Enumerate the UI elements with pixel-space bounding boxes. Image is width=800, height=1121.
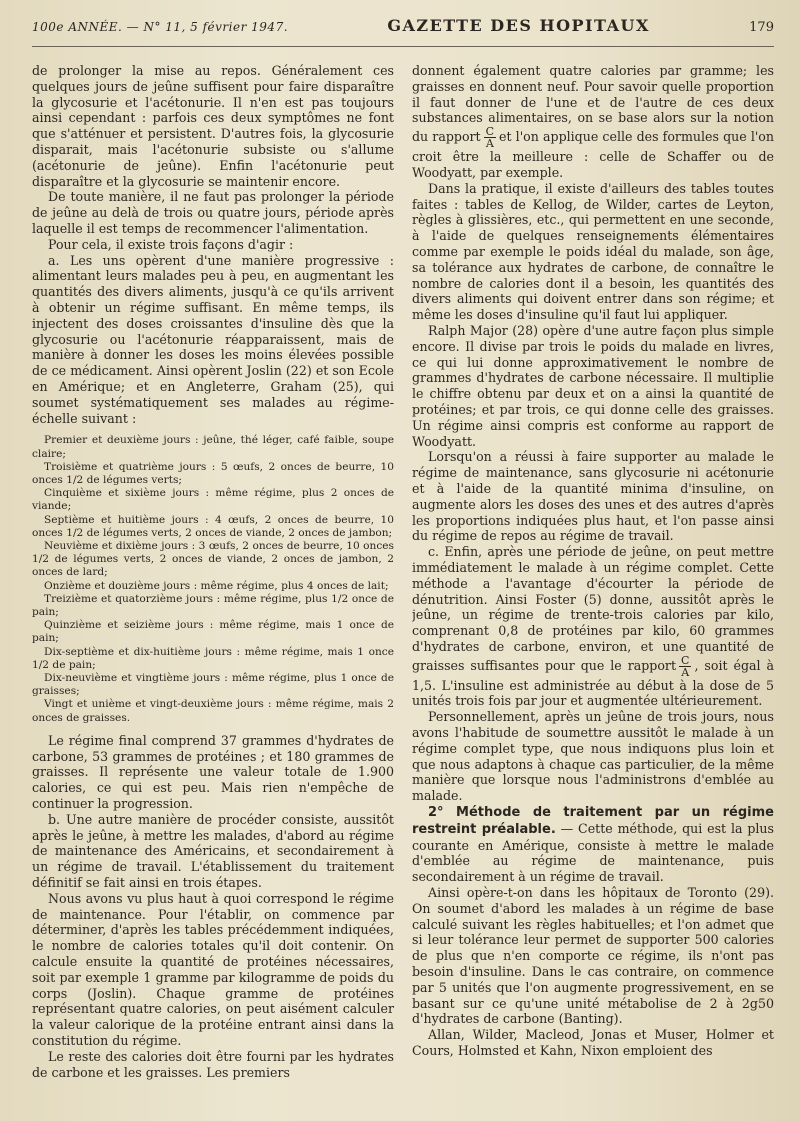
diet-item: Neuvième et dixième jours : 3 œufs, 2 onces de beurre, 10 onces 1/2 de légumes verts, 2 onces de viande, 2 onces de jambon, 2 onces de lard; <box>32 539 394 579</box>
diet-item: Vingt et unième et vingt-deuxième jours : même régime, mais 2 onces de graisses. <box>32 698 394 724</box>
section-heading-paragraph <box>412 804 774 885</box>
text-span: c. Enfin, après une période de jeûne, on peut mettre immédiatement le malade à un régime complet. Cette méthode a l'avantage d'écourter la période de dénutrition. Ainsi Foster (5) donne, aussitôt après le jeûne, un régime de trente-trois calories par kilo, comprenant 0,8 de protéines par kilo, 60 grammes d'hydrates de carbone, environ, et une quantité de graisses suffisantes pour que le rapport <box>412 544 774 673</box>
paragraph: b. Une autre manière de procéder consiste, aussitôt après le jeûne, à mettre les malades, d'abord au régime de maintenance des Américains, et secondairement à un régime de travail. L'établissement du traitement définitif se fait ainsi en trois étapes. <box>32 811 394 890</box>
fraction-numerator: C <box>485 125 495 139</box>
page-header <box>32 16 774 47</box>
section-title: 2° Méthode de traitement par un régime restreint préalable. <box>412 805 774 837</box>
diet-item: Onzième et douzième jours : même régime, plus 4 onces de lait; <box>44 579 389 592</box>
issue-info: 100e ANNÉE. — N° 11, 5 février 1947. <box>32 20 289 34</box>
paragraph: Le reste des calories doit être fourni par les hydrates de carbone et les graisses. Les premiers <box>32 1048 394 1080</box>
diet-item: Dix-septième et dix-huitième jours : même régime, mais 1 once 1/2 de pain; <box>32 645 394 671</box>
paragraph: Nous avons vu plus haut à quoi correspond le régime de maintenance. Pour l'établir, on commence par déterminer, d'après les tables précédemment indiquées, le nombre de calories totales qu'il doit contenir. On calcule ensuite la quantité de protéines nécessaires, soit par exemple 1 gramme par kilogramme de poids du corps (Joslin). Chaque gramme de protéines représentant quatre calories, on peut aisément calculer la valeur calorique de la protéine entrant ainsi dans la constitution du régime. <box>32 890 394 1048</box>
fraction-denominator: A <box>681 665 690 679</box>
diet-item: Treizième et quatorzième jours : même régime, plus 1/2 once de pain; <box>32 592 394 618</box>
text-span: donnent également quatre calories par gramme; les graisses en donnent neuf. Pour savoir quelle proportion il faut donner de l'une et de l'autre de ces deux substances alimentaires, on se base alors sur la notion du rapport <box>412 63 774 145</box>
diet-item: Troisième et quatrième jours : 5 œufs, 2 onces de beurre, 10 onces 1/2 de légumes verts; <box>32 460 394 486</box>
paragraph: Pour cela, il existe trois façons d'agir : <box>48 236 294 252</box>
paragraph: a. Les uns opèrent d'une manière progressive : alimentant leurs malades peu à peu, en augmentant les quantités des divers aliments, jusqu'à ce qu'ils arrivent à obtenir un régime suffisant. En même temps, ils injectent des doses croissantes d'insuline dès que la glycosurie ou l'acétonurie réapparaissent, mais de manière à donner les doses les moins élevées possible de ce médicament. Ainsi opèrent Joslin (22) et son Ecole en Amérique; et en Angleterre, Graham (25), qui soumet systématiquement ses malades au régime-échelle suivant : <box>32 252 394 426</box>
diet-item: Quinzième et seizième jours : même régime, mais 1 once de pain; <box>32 619 394 645</box>
paragraph: De toute manière, il ne faut pas prolonger la période de jeûne au delà de trois ou quatre jours, période après laquelle il est temps de recommencer l'alimentation. <box>32 189 394 236</box>
diet-item: Septième et huitième jours : 4 œufs, 2 onces de beurre, 10 onces 1/2 de légumes verts, 2 onces de viande, 2 onces de jambon; <box>32 513 394 539</box>
paragraph: Ainsi opère-t-on dans les hôpitaux de Toronto (29). On soumet d'abord les malades à un régime de base calculé suivant les règles habituelles; et l'on admet que si leur tolérance leur permet de supporter 500 calories de plus que n'en comporte ce régime, ils n'ont pas besoin d'insuline. Dans le cas contraire, on commence par 5 unités que l'on augmente progressivement, en se basant sur ce qu'une unité métabolise de 2 à 2g50 d'hydrates de carbone (Banting). <box>412 885 774 1027</box>
text-columns <box>32 63 774 1103</box>
page-number: 179 <box>749 20 774 35</box>
text-span: , soit égal à 1,5. L'insuline est administrée au début à la dose de 5 unités trois fois par jour et augmentée ultérieurement. <box>412 657 774 709</box>
diet-item: Dix-neuvième et vingtième jours : même régime, plus 1 once de graisses; <box>32 671 394 698</box>
paragraph <box>412 63 774 181</box>
text-span: — Cette méthode, qui est la plus courante en Amérique, consiste à mettre le malade d'emblée au régime de maintenance, puis secondairement à un régime de travail. <box>412 820 774 885</box>
paragraph: Dans la pratique, il existe d'ailleurs des tables toutes faites : tables de Kellog, de Wilder, cartes de Leyton, règles à glissières, etc., qui permettent en une seconde, à l'aide de quelques renseignements élémentaires comme par exemple le poids idéal du malade, son âge, sa tolérance aux hydrates de carbone, de connaître le nombre de calories dont il a besoin, les quantités des divers aliments qui doivent entrer dans son régime; et même les doses d'insuline qu'il faut lui appliquer. <box>412 180 774 323</box>
paragraph: Ralph Major (28) opère d'une autre façon plus simple encore. Il divise par trois le poids du malade en livres, ce qui lui donne approximativement le nombre de grammes d'hydrates de carbone nécessaire. Il multiplie le chiffre obtenu par deux et on a ainsi la quantité de protéines; et par trois, ce qui donne celle des graisses. Un régime ainsi compris est conforme au rapport de Woodyatt. <box>412 322 774 449</box>
ratio-fraction <box>679 655 691 678</box>
right-column <box>412 63 774 1103</box>
diet-item: Cinquième et sixième jours : même régime, plus 2 onces de viande; <box>32 487 394 513</box>
text-span: et l'on applique celle des formules que l'on croit être la meilleure : celle de Schaffer ou de Woodyatt, par exemple. <box>412 129 774 180</box>
paragraph: Lorsqu'on a réussi à faire supporter au malade le régime de maintenance, sans glycosurie ni acétonurie et à l'aide de la quantité minima d'insuline, on augmente alors les doses des unes et des autres d'après les proportions indiquées plus haut, et l'on passe ainsi du régime de repos au régime de travail. <box>412 449 774 544</box>
paragraph <box>412 544 774 709</box>
paragraph: Le régime final comprend 37 grammes d'hydrates de carbone, 53 grammes de protéines ; et 180 grammes de graisses. Il représente une valeur totale de 1.900 calories, ce qui est peu. Mais rien n'empêche de continuer la progression. <box>32 732 394 811</box>
paragraph: Personnellement, après un jeûne de trois jours, nous avons l'habitude de soumettre aussitôt le malade à un régime complet type, que nous indiquons plus loin et que nous adaptons à chaque cas particulier, de la même manière que lorsque nous l'administrons d'emblée au malade. <box>412 709 774 804</box>
diet-item: Premier et deuxième jours : jeûne, thé léger, café faible, soupe claire; <box>32 434 394 460</box>
paragraph: de prolonger la mise au repos. Généralement ces quelques jours de jeûne suffisent pour faire disparaître la glycosurie et l'acétonurie. Il n'en est pas toujours ainsi cependant : parfois ces deux symptômes ne font que s'atténuer et persistent. D'autres fois, la glycosurie disparait, mais l'acétonurie subsiste ou s'allume (acétonurie de jeûne). Enfin l'acétonurie peut disparaître et la glycosurie se maintenir encore. <box>32 63 394 189</box>
ratio-fraction <box>484 126 496 149</box>
paragraph: Allan, Wilder, Macleod, Jonas et Muser, Holmer et Cours, Holmsted et Kahn, Nixon emploient des <box>412 1027 774 1059</box>
left-column <box>32 63 394 1103</box>
diet-schedule <box>32 434 394 724</box>
fraction-numerator: C <box>681 653 690 667</box>
journal-title: GAZETTE DES HOPITAUX <box>387 16 650 35</box>
fraction-denominator: A <box>485 137 494 151</box>
